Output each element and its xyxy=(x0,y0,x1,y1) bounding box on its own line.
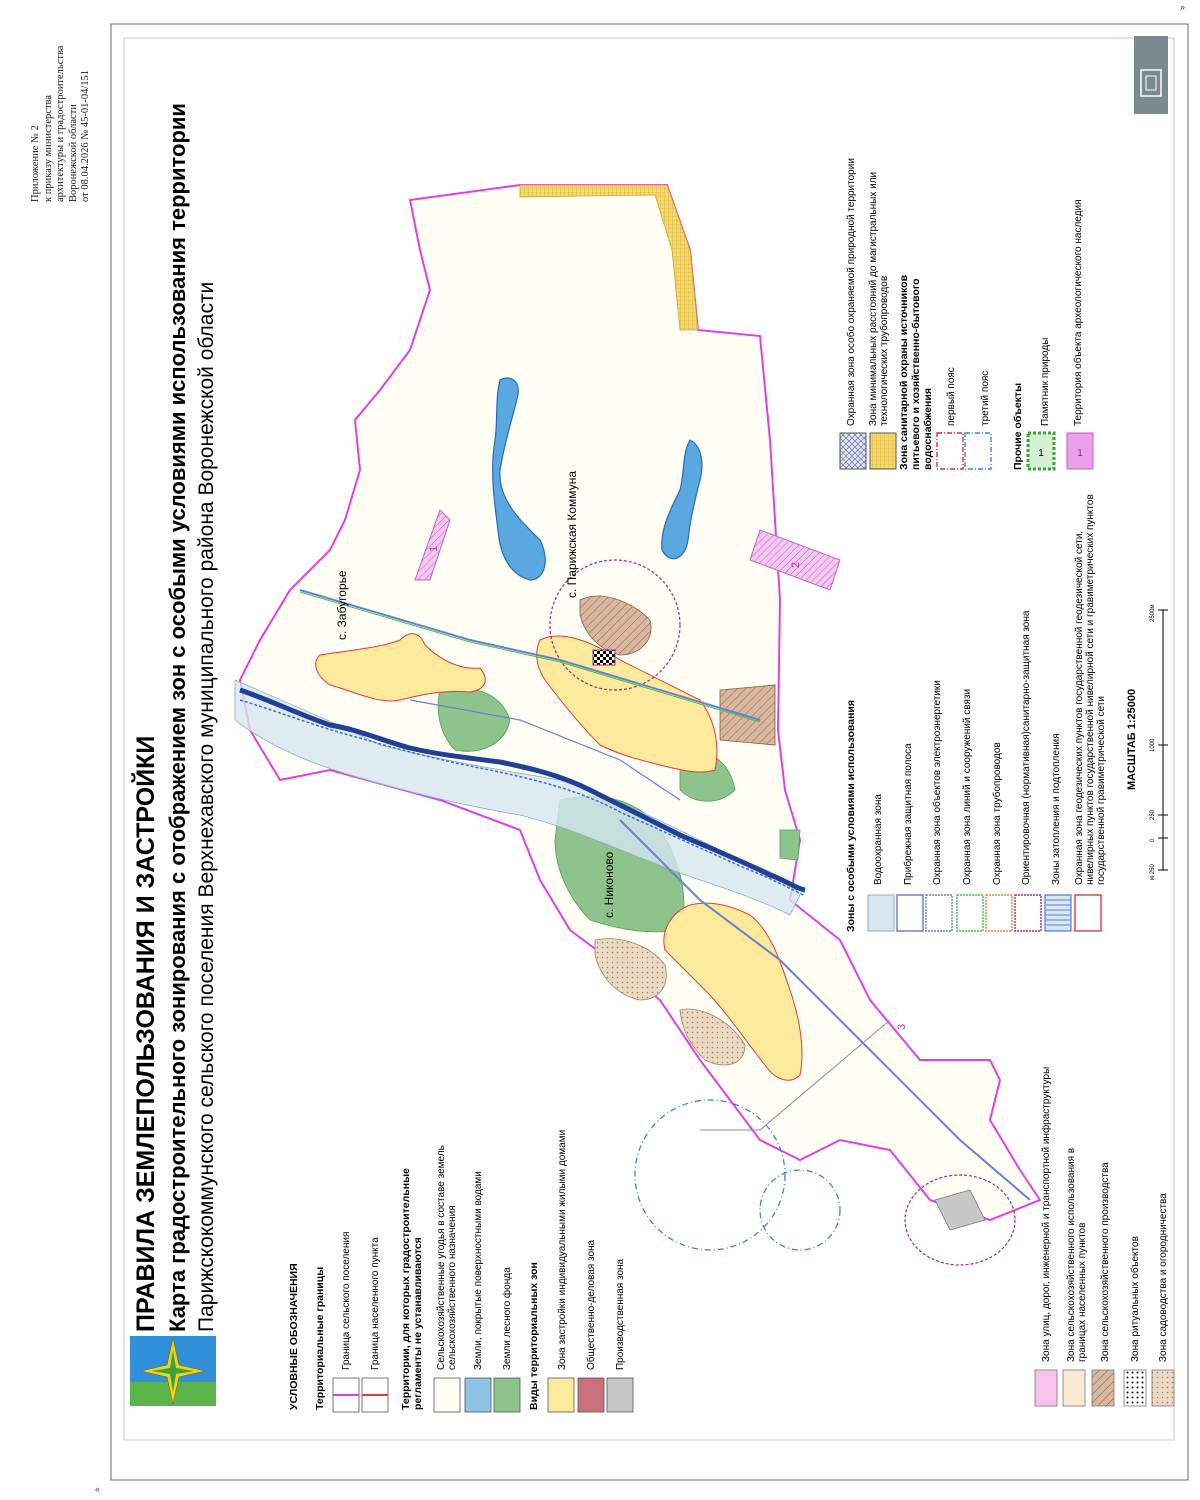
approval-line: Приложение № 2 xyxy=(30,125,41,202)
approval-line: Воронежской области xyxy=(67,104,79,202)
legend-item: Водоохранная зона xyxy=(873,794,884,885)
legend-item: Земли, покрытые поверхностными водами xyxy=(473,1171,484,1370)
legend-no-regulation-heading: Территории, для которых градостроительные регламенты не устанавливаются xyxy=(400,1168,424,1410)
scale-tick: м 250 xyxy=(1150,864,1156,880)
legend-special-zones-heading: Зоны с особыми условиями использования xyxy=(845,700,857,932)
legend-other-heading: Прочие объекты xyxy=(1012,382,1024,470)
legend-item: Сельскохозяйственные угодья в составе земель сельскохозяйственного назначения xyxy=(436,1145,458,1370)
page-title: ПРАВИЛА ЗЕМЛЕПОЛЬЗОВАНИЯ И ЗАСТРОЙКИ xyxy=(132,735,160,1332)
legend-item: Граница сельского поселения xyxy=(341,1231,352,1370)
approval-line: к приказу министерства xyxy=(42,94,54,202)
legend-item: Охранная зона геодезических пунктов государственной геодезической сети, нивелирных пунктов государственной нивелирной сети и гравиметрических пунктов государственной гравиметрической сети xyxy=(1074,494,1107,885)
legend-item: Зона сельскохозяйственного использования в границах населенных пунктов xyxy=(1066,1147,1088,1362)
agri-production xyxy=(720,685,775,745)
corner-mark-bottom-left: « xyxy=(95,1484,101,1494)
scale-tick: 1000 xyxy=(1150,738,1156,752)
legend-item: Граница населенного пункта xyxy=(370,1237,381,1370)
legend-item: Зона улиц, дорог, инженерной и транспортной инфраструктуры xyxy=(1041,1066,1052,1362)
legend-item: Общественно-деловая зона xyxy=(586,1239,597,1370)
legend-item: Охранная зона линий и сооружений связи xyxy=(962,688,973,885)
legend-item: Зона ритуальных объектов xyxy=(1130,1236,1141,1362)
archaeology-mark: 1 xyxy=(1077,448,1083,459)
legend-item: Территория объекта археологического наследия xyxy=(1073,199,1084,426)
archaeology-label: 2 xyxy=(790,561,802,568)
village-label: с. Забугорье xyxy=(335,570,349,640)
logo-icon xyxy=(1134,36,1168,114)
legend-item: первый пояс xyxy=(946,367,957,426)
legend-water-heading: Зона санитарной охраны источников питьевого и хозяйственно-бытового водоснабжения xyxy=(898,274,934,470)
legend-item: Охранная зона объектов электроэнергетики xyxy=(932,680,943,885)
legend-item: Ориентировочная (нормативная)санитарно-защитная зона xyxy=(1021,610,1032,885)
legend-item: Охранная зона трубопроводов xyxy=(992,742,1003,885)
archaeology-label: 1 xyxy=(428,545,440,552)
nature-monument-mark: 1 xyxy=(1038,448,1044,459)
emblem-icon xyxy=(130,1336,216,1406)
legend-item: Памятник природы xyxy=(1040,337,1051,426)
scale-tick: 250 xyxy=(1150,809,1156,820)
scale-tick: 2500м xyxy=(1150,604,1156,622)
legend-item: Земли лесного фонда xyxy=(502,1267,513,1370)
legend-item: Зоны затопления и подтопления xyxy=(1051,733,1062,885)
archaeology-label: 3 xyxy=(896,1023,908,1030)
approval-line: от 08.04.2026 № 45-01-04/151 xyxy=(80,69,91,202)
legend-item: третий пояс xyxy=(980,370,991,426)
map-subtitle: Карта градостроительного зонирования с отображением зон с особыми условиями использования территории xyxy=(165,103,190,1332)
legend-item: Зона сельскохозяйственного производства xyxy=(1100,1162,1111,1362)
legend-item: Производственная зона xyxy=(615,1258,626,1370)
legend-boundaries-heading: Территориальные границы xyxy=(314,1266,326,1410)
scale-tick: 0 xyxy=(1150,838,1156,842)
legend-item: Зона садоводства и огородничества xyxy=(1158,1193,1169,1362)
legend-item: Прибрежная защитная полоса xyxy=(903,743,914,885)
legend-item: Зона застройки индивидуальными жилыми домами xyxy=(557,1129,568,1370)
forest xyxy=(780,830,800,860)
approval-line: архитектуры и градостроительства xyxy=(55,45,66,202)
village-label: с. Никоново xyxy=(602,851,616,918)
map-territory: Парижскокоммунского сельского поселения Верхнехавского муниципального района Воронежской области xyxy=(195,281,218,1332)
legend-item: Зона минимальных расстояний до магистральных или технологических трубопроводов xyxy=(868,171,890,426)
legend-item: Охранная зона особо охраняемой природной территории xyxy=(846,158,857,426)
village-label: с. Парижская Коммуна xyxy=(565,471,579,598)
legend-heading: УСЛОВНЫЕ ОБОЗНАЧЕНИЯ xyxy=(288,1263,300,1410)
legend-zone-types-heading: Виды территориальных зон xyxy=(528,1262,540,1410)
scale-label: МАСШТАБ 1:25000 xyxy=(1126,688,1138,790)
corner-mark-top-right: » xyxy=(1180,2,1186,12)
